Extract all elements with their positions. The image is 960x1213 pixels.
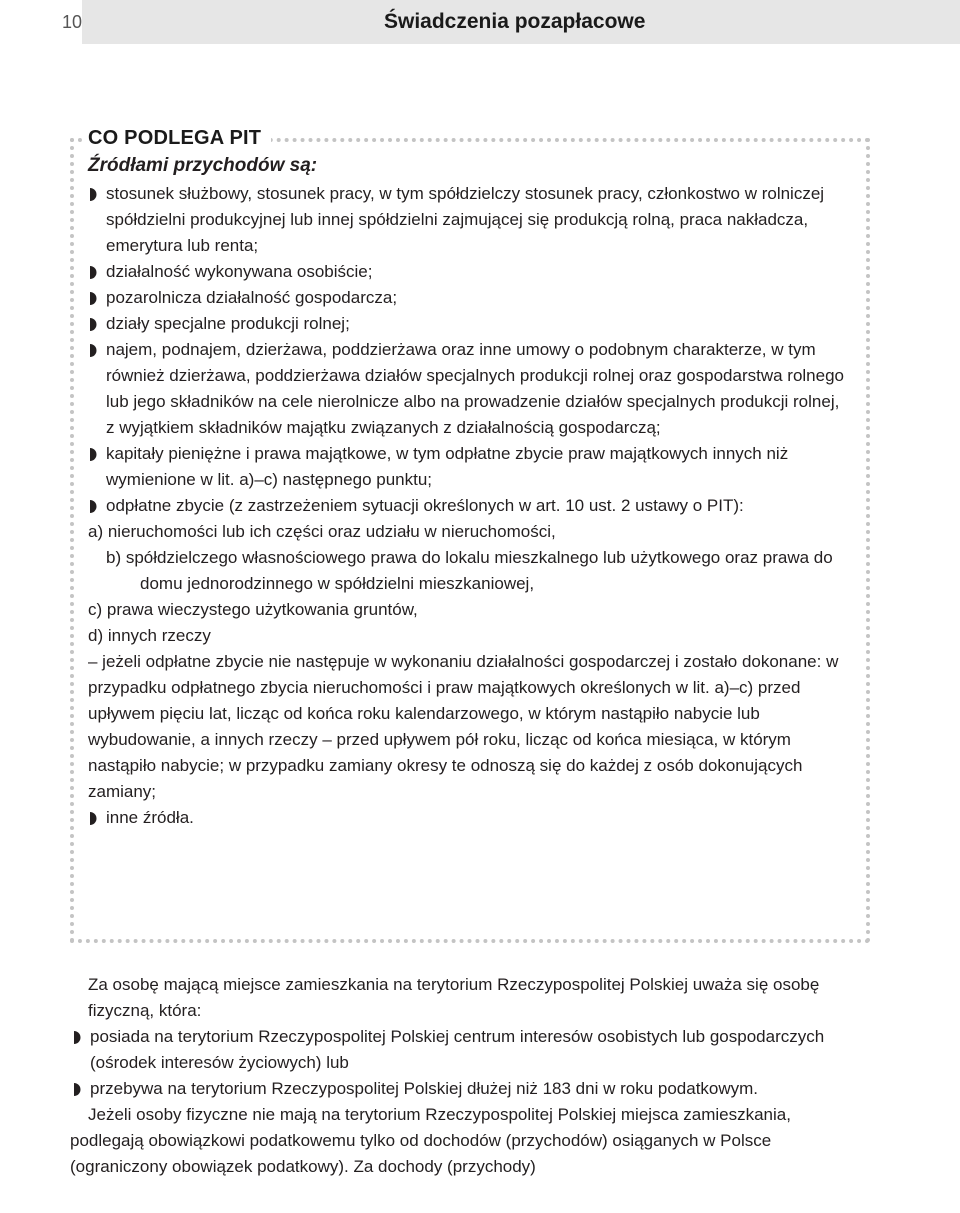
sub-item-a: a) nieruchomości lub ich części oraz udziału w nieruchomości, — [88, 522, 556, 541]
sub-item-c: c) prawa wieczystego użytkowania gruntów, — [88, 600, 418, 619]
half-circle-bullet-icon — [72, 1083, 84, 1096]
sub-item-d: d) innych rzeczy — [88, 626, 211, 645]
half-circle-bullet-icon — [88, 292, 100, 305]
limited-tax-paragraph: Jeżeli osoby fizyczne nie mają na terytorium Rzeczypospolitej Polskiej miejsca zamieszkania, podlegają obowiązkowi podatkowemu tylko od dochodów (przychodów) osiąganych w Polsce (ograniczony obowiązek podatkowy). Za dochody (przychody) — [70, 1105, 791, 1176]
box-title: CO PODLEGA PIT — [88, 127, 262, 149]
half-circle-bullet-icon — [88, 448, 100, 461]
half-circle-bullet-icon — [88, 318, 100, 331]
income-sources-heading: Źródłami przychodów są: — [88, 155, 318, 176]
section-title: Świadczenia pozapłacowe — [384, 10, 646, 33]
list-item: działalność wykonywana osobiście; — [88, 259, 850, 285]
residence-intro: Za osobę mającą miejsce zamieszkania na terytorium Rzeczypospolitej Polskiej uważa się osobę fizyczną, która: — [88, 975, 820, 1020]
list-item: stosunek służbowy, stosunek pracy, w tym spółdzielczy stosunek pracy, członkostwo w rolniczej spółdzielni produkcyjnej lub innej spółdzielni zajmującej się produkcją rolną, praca nakładcza, emerytura lub renta; — [88, 181, 850, 259]
list-item: odpłatne zbycie (z zastrzeżeniem sytuacji określonych w art. 10 ust. 2 ustawy o PIT): — [88, 493, 850, 519]
half-circle-bullet-icon — [88, 500, 100, 513]
box-title-wrapper — [82, 122, 271, 154]
sale-condition: – jeżeli odpłatne zbycie nie następuje w wykonaniu działalności gospodarczej i zostało dokonane: w przypadku odpłatnego zbycia nieruchomości i praw majątkowych określonych w lit. a)–c) przed upływem pięciu lat, licząc od końca roku kalendarzowego, w którym nastąpiło nabycie lub wybudowanie, a innych rzeczy – przed upływem pół roku, licząc od końca miesiąca, w którym nastąpiło nabycie; w przypadku zamiany okresy te odnoszą się do każdej z osób dokonujących zamiany; — [88, 652, 839, 801]
list-item: najem, podnajem, dzierżawa, poddzierżawa oraz inne umowy o podobnym charakterze, w tym również dzierżawa, poddzierżawa działów specjalnych produkcji rolnej oraz gospodarstwa rolnego lub jego składników na cele nierolnicze albo na prowadzenie działów specjalnych produkcji rolnej, z wyjątkiem składników majątku związanych z działalnością gospodarczą; — [88, 337, 850, 441]
list-item: przebywa na terytorium Rzeczypospolitej Polskiej dłużej niż 183 dni w roku podatkowym. — [70, 1076, 860, 1102]
income-sources-list — [88, 181, 850, 831]
list-item: działy specjalne produkcji rolnej; — [88, 311, 850, 337]
residence-section — [70, 972, 860, 1180]
half-circle-bullet-icon — [88, 812, 100, 825]
list-item: kapitały pieniężne i prawa majątkowe, w tym odpłatne zbycie praw majątkowych innych niż wymienione w lit. a)–c) następnego punktu; — [88, 441, 850, 493]
sub-item-b: b) spółdzielczego własnościowego prawa do lokalu mieszkalnego lub użytkowego oraz prawa do domu jednorodzinnego w spółdzielni mieszkaniowej, — [106, 548, 833, 593]
half-circle-bullet-icon — [88, 344, 100, 357]
list-item: inne źródła. — [88, 805, 850, 831]
page-header — [0, 0, 960, 44]
half-circle-bullet-icon — [88, 188, 100, 201]
half-circle-bullet-icon — [88, 266, 100, 279]
page-number: 10 — [62, 12, 83, 32]
list-item: pozarolnicza działalność gospodarcza; — [88, 285, 850, 311]
list-item: posiada na terytorium Rzeczypospolitej Polskiej centrum interesów osobistych lub gospodarczych (ośrodek interesów życiowych) lub — [70, 1024, 860, 1076]
half-circle-bullet-icon — [72, 1031, 84, 1044]
